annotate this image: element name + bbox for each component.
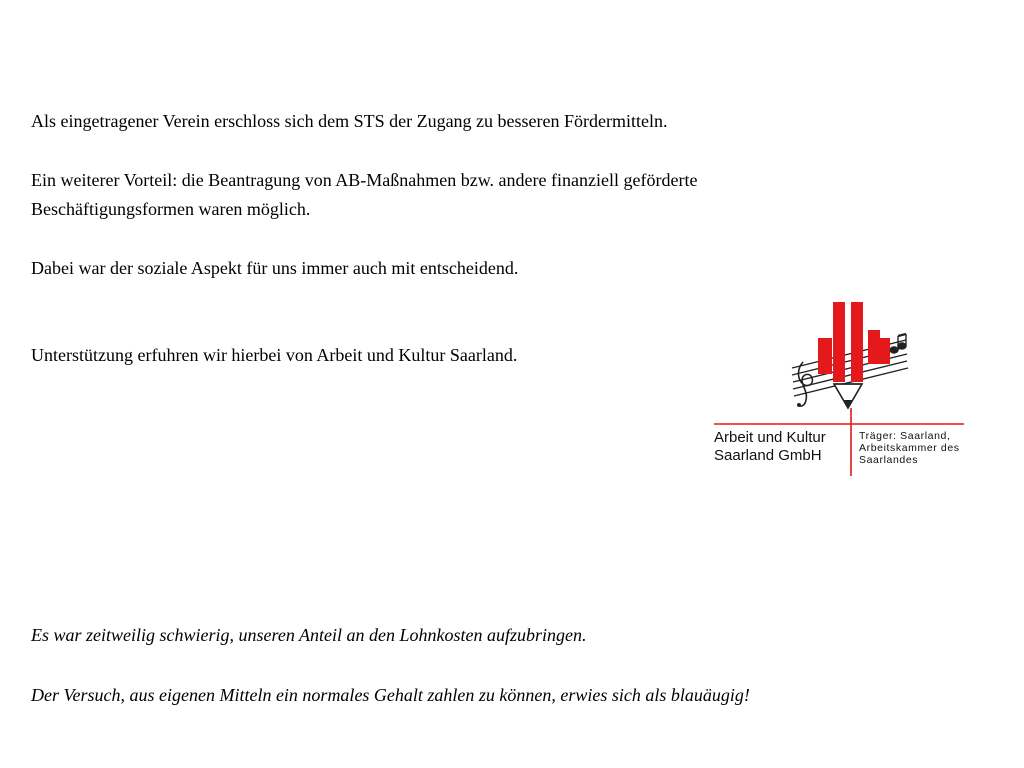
- paragraph-vorteil-line-2: Beschäftigungsformen waren möglich.: [31, 199, 311, 219]
- pencil-icon: [818, 302, 890, 408]
- paragraph-vorteil: [31, 166, 697, 224]
- logo-company-name: [714, 429, 826, 465]
- logo-name-line-1: Arbeit und Kultur: [714, 429, 826, 446]
- paragraph-unterstuetzung: Unterstützung erfuhren wir hierbei von Arbeit und Kultur Saarland.: [31, 345, 518, 365]
- logo-sponsor-line-2: Arbeitskammer des: [859, 442, 960, 454]
- logo-name-line-2: Saarland GmbH: [714, 447, 822, 464]
- paragraph-vorteil-line-1: Ein weiterer Vorteil: die Beantragung von AB-Maßnahmen bzw. andere finanziell geförderte: [31, 170, 698, 190]
- paragraph-verein: Als eingetragener Verein erschloss sich dem STS der Zugang zu besseren Fördermitteln.: [31, 111, 668, 131]
- logo-sponsor-text: [859, 430, 960, 466]
- treble-clef-icon: [798, 362, 812, 406]
- paragraph-lohnkosten: Es war zeitweilig schwierig, unseren Anteil an den Lohnkosten aufzubringen.: [31, 625, 587, 645]
- logo-sponsor-line-1: Träger: Saarland,: [859, 430, 951, 442]
- logo-sponsor-line-3: Saarlandes: [859, 454, 919, 466]
- paragraph-sozial: Dabei war der soziale Aspekt für uns immer auch mit entscheidend.: [31, 258, 519, 278]
- paragraph-gehalt: Der Versuch, aus eigenen Mitteln ein normales Gehalt zahlen zu können, erwies sich als blauäugig!: [31, 685, 750, 705]
- arbeit-und-kultur-logo: [708, 300, 972, 480]
